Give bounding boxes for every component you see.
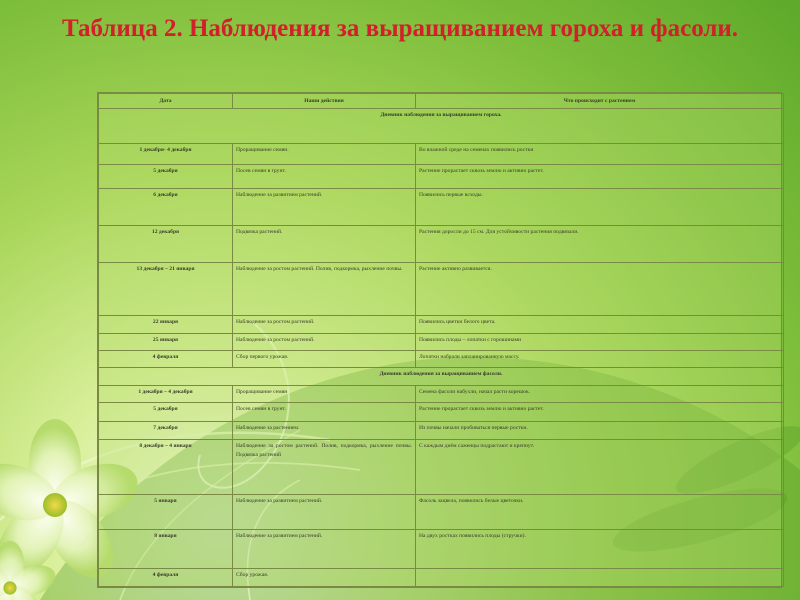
row-date: 22 января [99, 316, 233, 333]
observation-table [97, 92, 782, 588]
table-row [99, 164, 784, 188]
row-action: Проращивание семян. [233, 143, 416, 164]
section-row-peas [99, 109, 784, 144]
row-action: Наблюдение за растением. [233, 422, 416, 440]
table-row [99, 495, 784, 530]
row-date: 1 декабря – 4 декабря [99, 385, 233, 402]
row-action: Посев семян в грунт. [233, 402, 416, 421]
table-row [99, 529, 784, 568]
row-result: С каждым днём саженцы подрастают и крепнут. [416, 440, 784, 495]
row-date: 25 января [99, 333, 233, 350]
row-action: Наблюдение за ростом растений. [233, 316, 416, 333]
section-title-beans: Дневник наблюдения за выращиванием фасоли. [99, 368, 784, 385]
row-date: 5 декабря [99, 164, 233, 188]
row-result: Появились плоды – лопатки с горошинами [416, 333, 784, 350]
row-result: Растения доросли до 15 см. Для устойчивости растения подвязали. [416, 225, 784, 262]
row-result: Лопатки набрали запланированную массу. [416, 351, 784, 368]
row-action: Сбор первого урожая. [233, 351, 416, 368]
row-date: 5 декабря [99, 402, 233, 421]
table-row [99, 440, 784, 495]
table-row [99, 568, 784, 586]
row-result: Появились первые всходы. [416, 189, 784, 226]
table-row [99, 262, 784, 316]
row-result: На двух ростках появились плоды (стручки). [416, 529, 784, 568]
row-date: 4 февраля [99, 568, 233, 586]
table-row [99, 402, 784, 421]
table-row [99, 333, 784, 350]
row-date: 12 декабря [99, 225, 233, 262]
row-action: Наблюдение за ростом растений. Полив, подкормка, рыхление почвы. Подвязка растений [233, 440, 416, 495]
row-date: 7 декабря [99, 422, 233, 440]
row-action: Подвязка растений. [233, 225, 416, 262]
row-action: Наблюдение за ростом растений. Полив, подкормка, рыхление почвы. [233, 262, 416, 316]
row-result: Фасоль зацвела, появились белые цветочки. [416, 495, 784, 530]
row-result: Растение активно развивается. [416, 262, 784, 316]
row-action: Наблюдение за развитием растений. [233, 189, 416, 226]
header-actions: Наши действия [233, 94, 416, 109]
header-plant-changes: Что происходит с растением [416, 94, 784, 109]
row-result: Появились цветки белого цвета. [416, 316, 784, 333]
row-action: Наблюдение за развитием растений. [233, 495, 416, 530]
section-title-peas: Дневник наблюдения за выращиванием гороха. [99, 109, 784, 144]
row-date: 13 декабря – 21 января [99, 262, 233, 316]
row-action: Посев семян в грунт. [233, 164, 416, 188]
row-result: Из почвы начали пробиваться первые ростки. [416, 422, 784, 440]
row-date: 1 декабря- 4 декабря [99, 143, 233, 164]
row-date: 5 января [99, 495, 233, 530]
row-date: 6 декабря [99, 189, 233, 226]
slide-title: Таблица 2. Наблюдения за выращиванием гороха и фасоли. [61, 15, 739, 42]
row-result: Во влажной среде на семенах появились ростки [416, 143, 784, 164]
row-date: 8 января [99, 529, 233, 568]
row-result: Растение прорастает сквозь землю и активно растет. [416, 402, 784, 421]
row-result: Растение прорастает сквозь землю и активно растет. [416, 164, 784, 188]
row-action: Наблюдение за ростом растений. [233, 333, 416, 350]
table-row [99, 422, 784, 440]
row-action: Сбор урожая. [233, 568, 416, 586]
row-action: Наблюдение за развитием растений. [233, 529, 416, 568]
table-row [99, 316, 784, 333]
row-result: Семена фасоли набухли, начал расти корешок. [416, 385, 784, 402]
header-date: Дата [99, 94, 233, 109]
table-row [99, 385, 784, 402]
row-action: Проращивание семян [233, 385, 416, 402]
row-date: 8 декабря – 4 января [99, 440, 233, 495]
row-date: 4 февраля [99, 351, 233, 368]
table-row [99, 143, 784, 164]
table-row [99, 225, 784, 262]
section-row-beans [99, 368, 784, 385]
table-row [99, 351, 784, 368]
table-row [99, 189, 784, 226]
row-result [416, 568, 784, 586]
